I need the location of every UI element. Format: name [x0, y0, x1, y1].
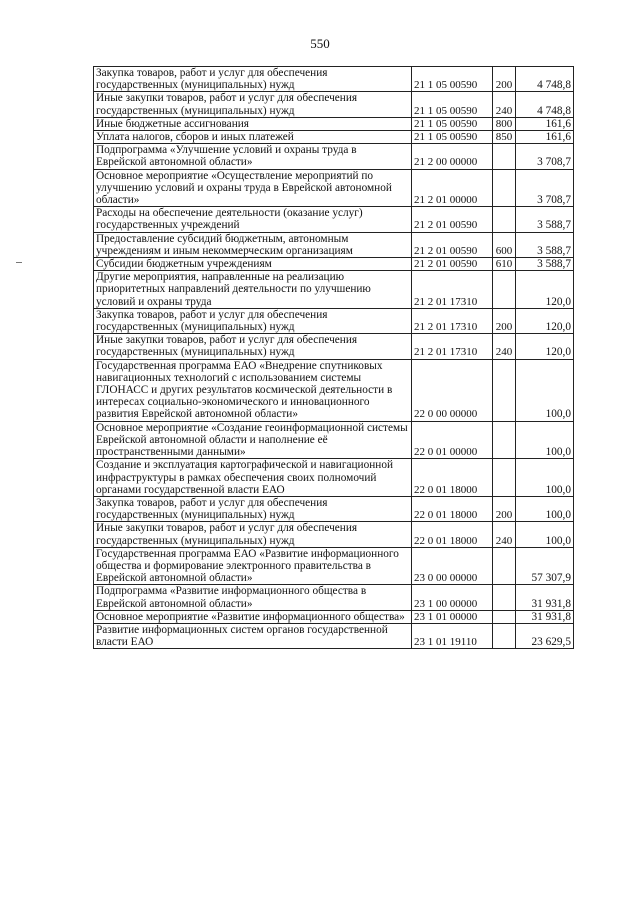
- row-code: 21 2 01 00590: [412, 232, 493, 257]
- table-row: [94, 67, 574, 92]
- page-number: 550: [310, 36, 330, 51]
- row-name: Закупка товаров, работ и услуг для обеспечения государственных (муниципальных) нужд: [94, 496, 412, 521]
- table-row: [94, 117, 574, 130]
- row-name: Закупка товаров, работ и услуг для обеспечения государственных (муниципальных) нужд: [94, 67, 412, 92]
- table-row: [94, 232, 574, 257]
- row-code: 22 0 00 00000: [412, 359, 493, 421]
- row-name: Создание и эксплуатация картографической и навигационной инфраструктуры в рамках обеспечения своих полномочий органами государственной власти ЕАО: [94, 459, 412, 497]
- row-amount: 100,0: [516, 459, 574, 497]
- row-code: 21 2 00 00000: [412, 144, 493, 169]
- row-amount: 120,0: [516, 334, 574, 359]
- row-amount: 100,0: [516, 359, 574, 421]
- row-type: 240: [493, 334, 516, 359]
- row-name: Основное мероприятие «Создание геоинформационной системы Еврейской автономной области и наполнение её пространственными данными»: [94, 421, 412, 459]
- row-type: 600: [493, 232, 516, 257]
- table-row: [94, 334, 574, 359]
- row-code: 21 1 05 00590: [412, 67, 493, 92]
- row-type: [493, 359, 516, 421]
- row-name: Другие мероприятия, направленные на реализацию приоритетных направлений деятельности по улучшению условий и охраны труда: [94, 271, 412, 309]
- row-name: Субсидии бюджетным учреждениям: [94, 258, 412, 271]
- row-code: 21 2 01 17310: [412, 271, 493, 309]
- row-name: Иные закупки товаров, работ и услуг для обеспечения государственных (муниципальных) нужд: [94, 522, 412, 547]
- row-type: [493, 547, 516, 585]
- row-type: 200: [493, 308, 516, 333]
- table-row: [94, 359, 574, 421]
- row-amount: 3 708,7: [516, 169, 574, 207]
- row-amount: 31 931,8: [516, 585, 574, 610]
- row-type: 200: [493, 67, 516, 92]
- row-code: 21 1 05 00590: [412, 92, 493, 117]
- row-amount: 3 588,7: [516, 232, 574, 257]
- row-code: 23 1 00 00000: [412, 585, 493, 610]
- row-name: Расходы на обеспечение деятельности (оказание услуг) государственных учреждений: [94, 207, 412, 232]
- row-amount: 57 307,9: [516, 547, 574, 585]
- table-row: [94, 623, 574, 648]
- row-name: Государственная программа ЕАО «Внедрение спутниковых навигационных технологий с использованием системы ГЛОНАСС и других результатов космической деятельности в интересах социально-экономического и инновационного развития Еврейской автономной области»: [94, 359, 412, 421]
- row-amount: 4 748,8: [516, 67, 574, 92]
- row-name: Подпрограмма «Улучшение условий и охраны труда в Еврейской автономной области»: [94, 144, 412, 169]
- row-type: 850: [493, 131, 516, 144]
- table-row: [94, 308, 574, 333]
- row-type: [493, 610, 516, 623]
- table-row: [94, 169, 574, 207]
- row-code: 21 1 05 00590: [412, 117, 493, 130]
- row-code: 22 0 01 18000: [412, 496, 493, 521]
- row-name: Государственная программа ЕАО «Развитие информационного общества и формирование электронного правительства в Еврейской автономной области»: [94, 547, 412, 585]
- row-code: 22 0 01 18000: [412, 459, 493, 497]
- row-type: [493, 585, 516, 610]
- row-name: Закупка товаров, работ и услуг для обеспечения государственных (муниципальных) нужд: [94, 308, 412, 333]
- row-amount: 120,0: [516, 308, 574, 333]
- row-amount: 3 708,7: [516, 144, 574, 169]
- row-amount: 161,6: [516, 117, 574, 130]
- row-type: [493, 623, 516, 648]
- margin-mark: [16, 262, 22, 263]
- table-row: [94, 144, 574, 169]
- table-row: [94, 421, 574, 459]
- table-row: [94, 547, 574, 585]
- table-row: [94, 585, 574, 610]
- row-amount: 3 588,7: [516, 207, 574, 232]
- table-row: [94, 92, 574, 117]
- row-code: 23 1 01 19110: [412, 623, 493, 648]
- row-code: 21 2 01 17310: [412, 308, 493, 333]
- table-row: [94, 258, 574, 271]
- table-row: [94, 459, 574, 497]
- row-amount: 120,0: [516, 271, 574, 309]
- row-amount: 161,6: [516, 131, 574, 144]
- row-code: 21 2 01 00590: [412, 258, 493, 271]
- row-type: 610: [493, 258, 516, 271]
- row-type: [493, 421, 516, 459]
- row-type: [493, 169, 516, 207]
- row-type: 800: [493, 117, 516, 130]
- row-type: [493, 459, 516, 497]
- row-name: Подпрограмма «Развитие информационного общества в Еврейской автономной области»: [94, 585, 412, 610]
- row-amount: 100,0: [516, 522, 574, 547]
- budget-table: [93, 66, 574, 649]
- row-code: 21 2 01 00000: [412, 169, 493, 207]
- table-row: [94, 610, 574, 623]
- row-type: 240: [493, 522, 516, 547]
- row-type: [493, 207, 516, 232]
- budget-table-body: [94, 67, 574, 649]
- row-type: [493, 144, 516, 169]
- table-row: [94, 496, 574, 521]
- table-row: [94, 131, 574, 144]
- row-code: 22 0 01 18000: [412, 522, 493, 547]
- row-name: Иные закупки товаров, работ и услуг для обеспечения государственных (муниципальных) нужд: [94, 334, 412, 359]
- row-amount: 100,0: [516, 496, 574, 521]
- row-type: [493, 271, 516, 309]
- row-name: Основное мероприятие «Осуществление мероприятий по улучшению условий и охраны труда в Еврейской автономной области»: [94, 169, 412, 207]
- row-code: 23 0 00 00000: [412, 547, 493, 585]
- row-amount: 31 931,8: [516, 610, 574, 623]
- table-row: [94, 207, 574, 232]
- table-row: [94, 522, 574, 547]
- row-name: Иные бюджетные ассигнования: [94, 117, 412, 130]
- row-code: 23 1 01 00000: [412, 610, 493, 623]
- row-name: Предоставление субсидий бюджетным, автономным учреждениям и иным некоммерческим организациям: [94, 232, 412, 257]
- row-type: 200: [493, 496, 516, 521]
- row-name: Уплата налогов, сборов и иных платежей: [94, 131, 412, 144]
- row-code: 21 1 05 00590: [412, 131, 493, 144]
- row-name: Иные закупки товаров, работ и услуг для обеспечения государственных (муниципальных) нужд: [94, 92, 412, 117]
- row-amount: 3 588,7: [516, 258, 574, 271]
- row-code: 22 0 01 00000: [412, 421, 493, 459]
- row-name: Развитие информационных систем органов государственной власти ЕАО: [94, 623, 412, 648]
- table-row: [94, 271, 574, 309]
- row-amount: 23 629,5: [516, 623, 574, 648]
- row-amount: 4 748,8: [516, 92, 574, 117]
- row-amount: 100,0: [516, 421, 574, 459]
- row-type: 240: [493, 92, 516, 117]
- row-code: 21 2 01 00590: [412, 207, 493, 232]
- row-name: Основное мероприятие «Развитие информационного общества»: [94, 610, 412, 623]
- row-code: 21 2 01 17310: [412, 334, 493, 359]
